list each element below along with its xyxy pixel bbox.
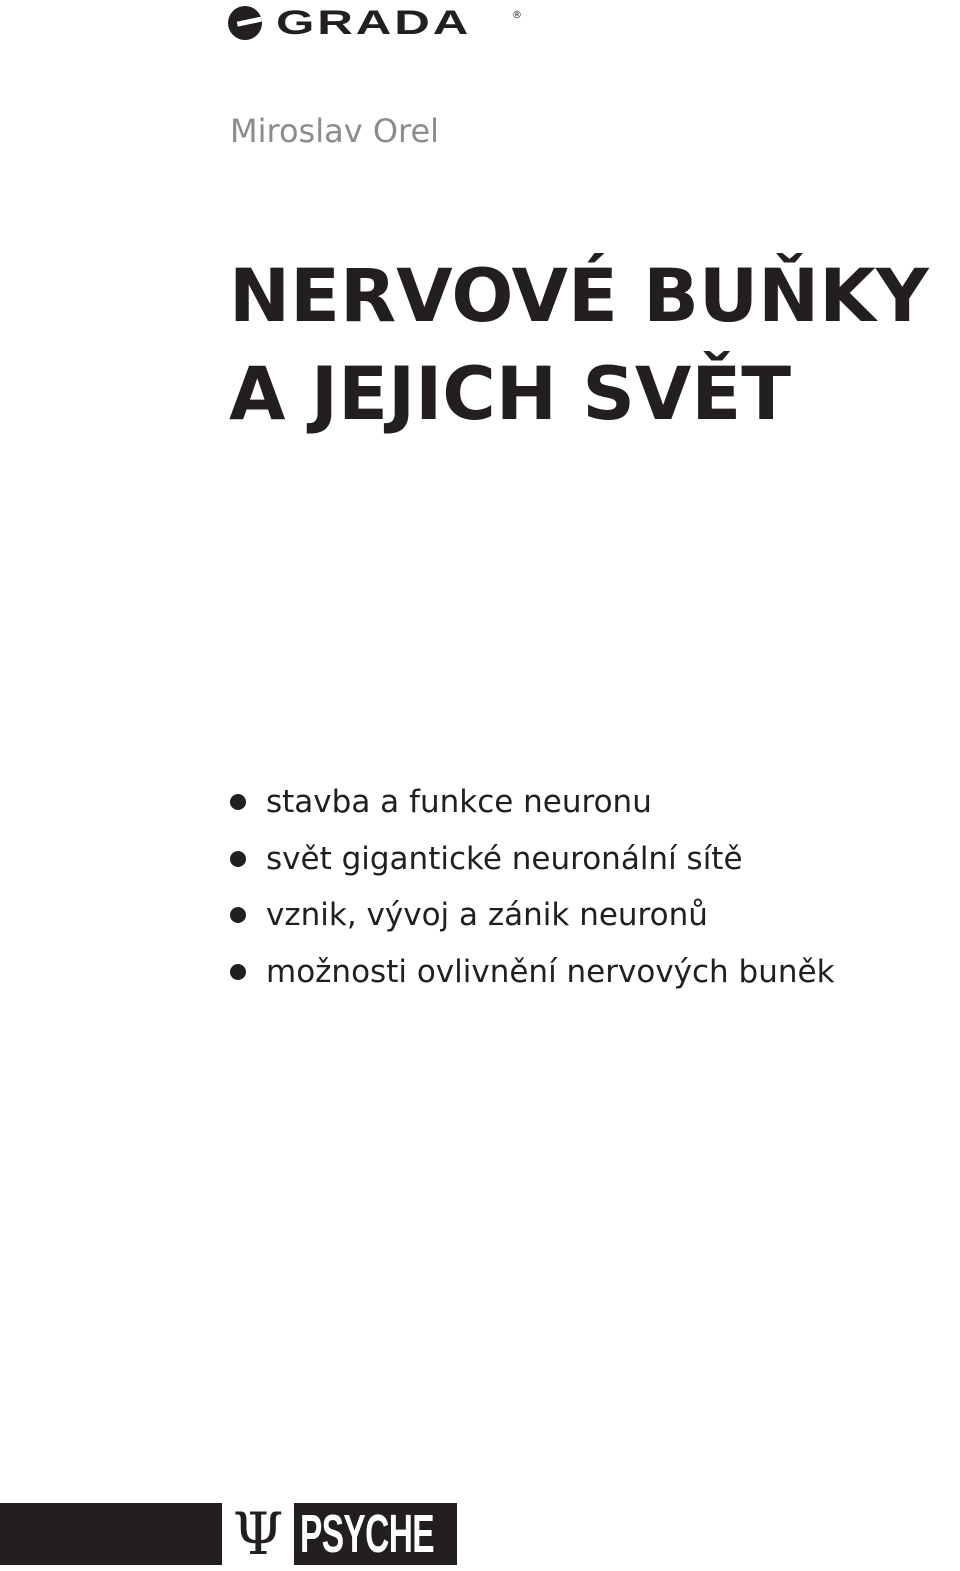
list-item [230, 887, 835, 944]
grada-logo-icon [228, 6, 262, 40]
list-item-text: svět gigantické neuronální sítě [266, 840, 743, 877]
bullet-icon [230, 794, 246, 810]
imprint-name: PSYCHE [300, 1504, 434, 1564]
list-item [230, 774, 835, 831]
bullet-icon [230, 964, 246, 980]
list-item [230, 944, 835, 1001]
publisher-logo [228, 4, 472, 42]
title-line-1: NERVOVÉ BUŇKY [229, 254, 929, 339]
registered-mark: ® [512, 10, 522, 21]
book-title [229, 248, 955, 444]
author-name: Miroslav Orel [230, 112, 440, 150]
list-item [230, 831, 835, 888]
list-item-text: stavba a funkce neuronu [266, 784, 652, 821]
imprint-bar [0, 1503, 222, 1565]
list-item-text: možnosti ovlivnění nervových buněk [266, 953, 835, 990]
publisher-name: GRADA [276, 4, 472, 42]
bullet-icon [230, 907, 246, 923]
imprint-logo [0, 1500, 457, 1568]
psi-icon: Ψ [222, 1503, 294, 1565]
bullet-icon [230, 851, 246, 867]
title-line-2: A JEJICH SVĚT [229, 352, 792, 437]
topic-list [230, 774, 835, 1000]
list-item-text: vznik, vývoj a zánik neuronů [266, 897, 708, 934]
